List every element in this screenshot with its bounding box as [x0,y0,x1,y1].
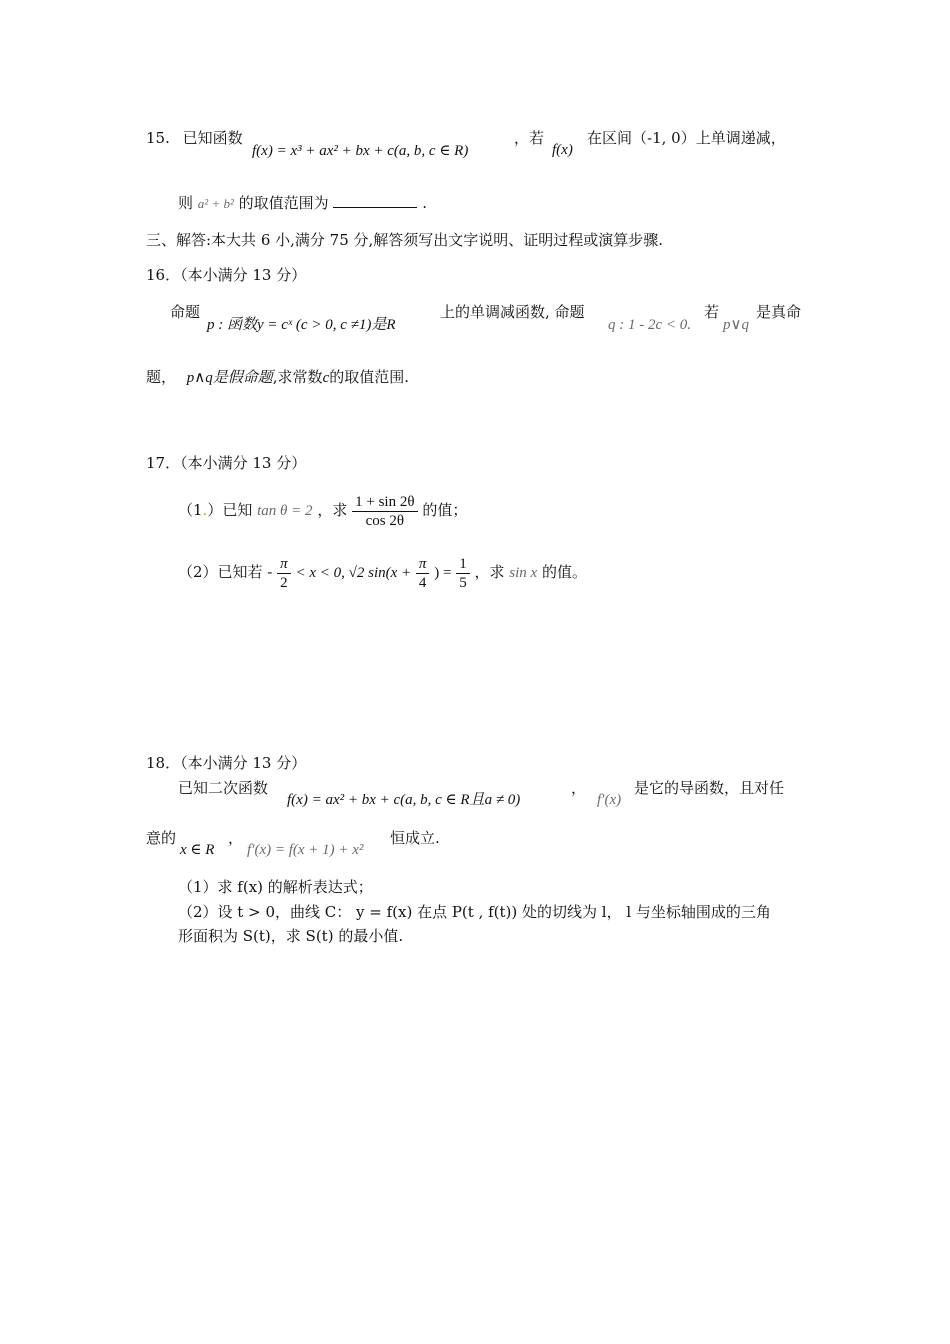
q18-step2: （2）设 t > 0，曲线 C： y = f(x) 在点 P(t , f(t)) 处的切线为 l， l 与坐标轴围成的三角 [178,903,771,921]
q17-p2-frac-1-5 [456,555,470,592]
q17-p2-qiu: ，求 [474,563,505,581]
q16-ruo: 若 [704,303,720,321]
q17-p2-frac-pi-2 [277,555,291,592]
q17-p2-frac-pi-4 [416,555,430,592]
q15-end: . [422,194,428,212]
q15-comma: ，若 [514,129,545,147]
q17-p2-four: 4 [418,574,427,591]
q15-number: 15. [146,129,170,147]
q18-identity: f′(x) = f(x + 1) + x² [247,842,364,858]
q16-c: c [322,370,330,386]
q15-pre: 已知函数 [182,129,243,147]
q16-p-definition: p : 函数y = cˣ (c > 0, c ≠1)是R [207,317,396,333]
q16-l1-mid: 上的单调减函数, 命题 [440,303,585,321]
q16-header: 16．（本小满分 13 分） [146,266,307,284]
q16-l1-pre: 命题 [170,303,201,321]
q17-p1-qiu: ，求 [317,501,348,519]
q15-line2-pre: 则 [178,194,194,212]
q16-l2-mid: ,求常数 [272,368,323,386]
q17-p2-pi: π [277,555,291,574]
q17-p2-five: 5 [459,574,467,591]
q17-p1-pre: （1.）已知 [178,501,253,519]
q18-l1-tail: 是它的导函数，且对任 [634,779,785,797]
q15-line2 [178,193,427,214]
q16-p-and-q: p∧q是假命题 [186,370,273,386]
q17-p2-two: 2 [280,574,288,591]
q17-p2-tail: 的值。 [542,563,588,581]
q18-l2-comma: ， [228,829,244,847]
q16-line2 [146,367,409,388]
q17-header: 17．（本小满分 13 分） [146,454,307,472]
q15-fx: f(x) [552,142,573,158]
q17-p1-fraction [352,493,417,530]
q17-p1-condition: tan θ = 2 [257,503,313,519]
q18-header: 18．（本小满分 13 分） [146,754,307,772]
q17-p1-tail: 的值； [422,501,468,519]
answer-blank [333,193,417,208]
q15-line1 [146,128,243,148]
q15-tail: 在区间（-1, 0）上单调递减， [587,129,786,147]
q17-p2-sinx: sin x [509,565,538,581]
q17-p2-eq: ) = [434,565,452,581]
q18-step3: 形面积为 S(t)，求 S(t) 的最小值. [178,927,404,945]
q17-p2-pi2: π [416,555,430,574]
q18-l2-pre: 意的 [146,829,177,847]
q17-p2-one: 1 [456,555,470,574]
q18-function: f(x) = ax² + bx + c(a, b, c ∈ R且a ≠ 0) [287,792,521,808]
q16-l2-tail: 的取值范围. [329,368,410,386]
q18-l1-comma: ， [571,779,587,797]
q17-p2-pre: （2）已知若 - [178,563,273,581]
q18-step1: （1）求 f(x) 的解析表达式； [178,878,373,896]
q16-pvq: p∨q [723,317,749,333]
q16-l1-tail: 是真命 [756,303,802,321]
q15-expr: a² + b² [197,196,234,211]
q17-part2 [178,552,587,593]
q18-l1-pre: 已知二次函数 [178,779,269,797]
q18-fprime: f′(x) [597,792,622,808]
q18-l2-tail: 恒成立. [390,829,440,847]
q17-part1 [178,490,467,531]
q16-l2-pre: 题， [146,368,177,386]
q17-p1-numerator: 1 + sin 2θ [352,493,417,512]
q15-function: f(x) = x³ + ax² + bx + c(a, b, c ∈ R) [252,143,469,159]
section-3-heading: 三、解答:本大共 6 小,满分 75 分,解答须写出文字说明、证明过程或演算步骤. [146,231,664,249]
q17-p2-mid: < x < 0, √2 sin(x + [295,565,412,581]
q16-q-definition: q : 1 - 2c < 0. [608,317,692,333]
q18-x-in-r: x ∈ R [180,842,215,858]
q17-p1-denominator: cos 2θ [365,512,405,529]
q15-line2-post: 的取值范围为 [238,194,329,212]
